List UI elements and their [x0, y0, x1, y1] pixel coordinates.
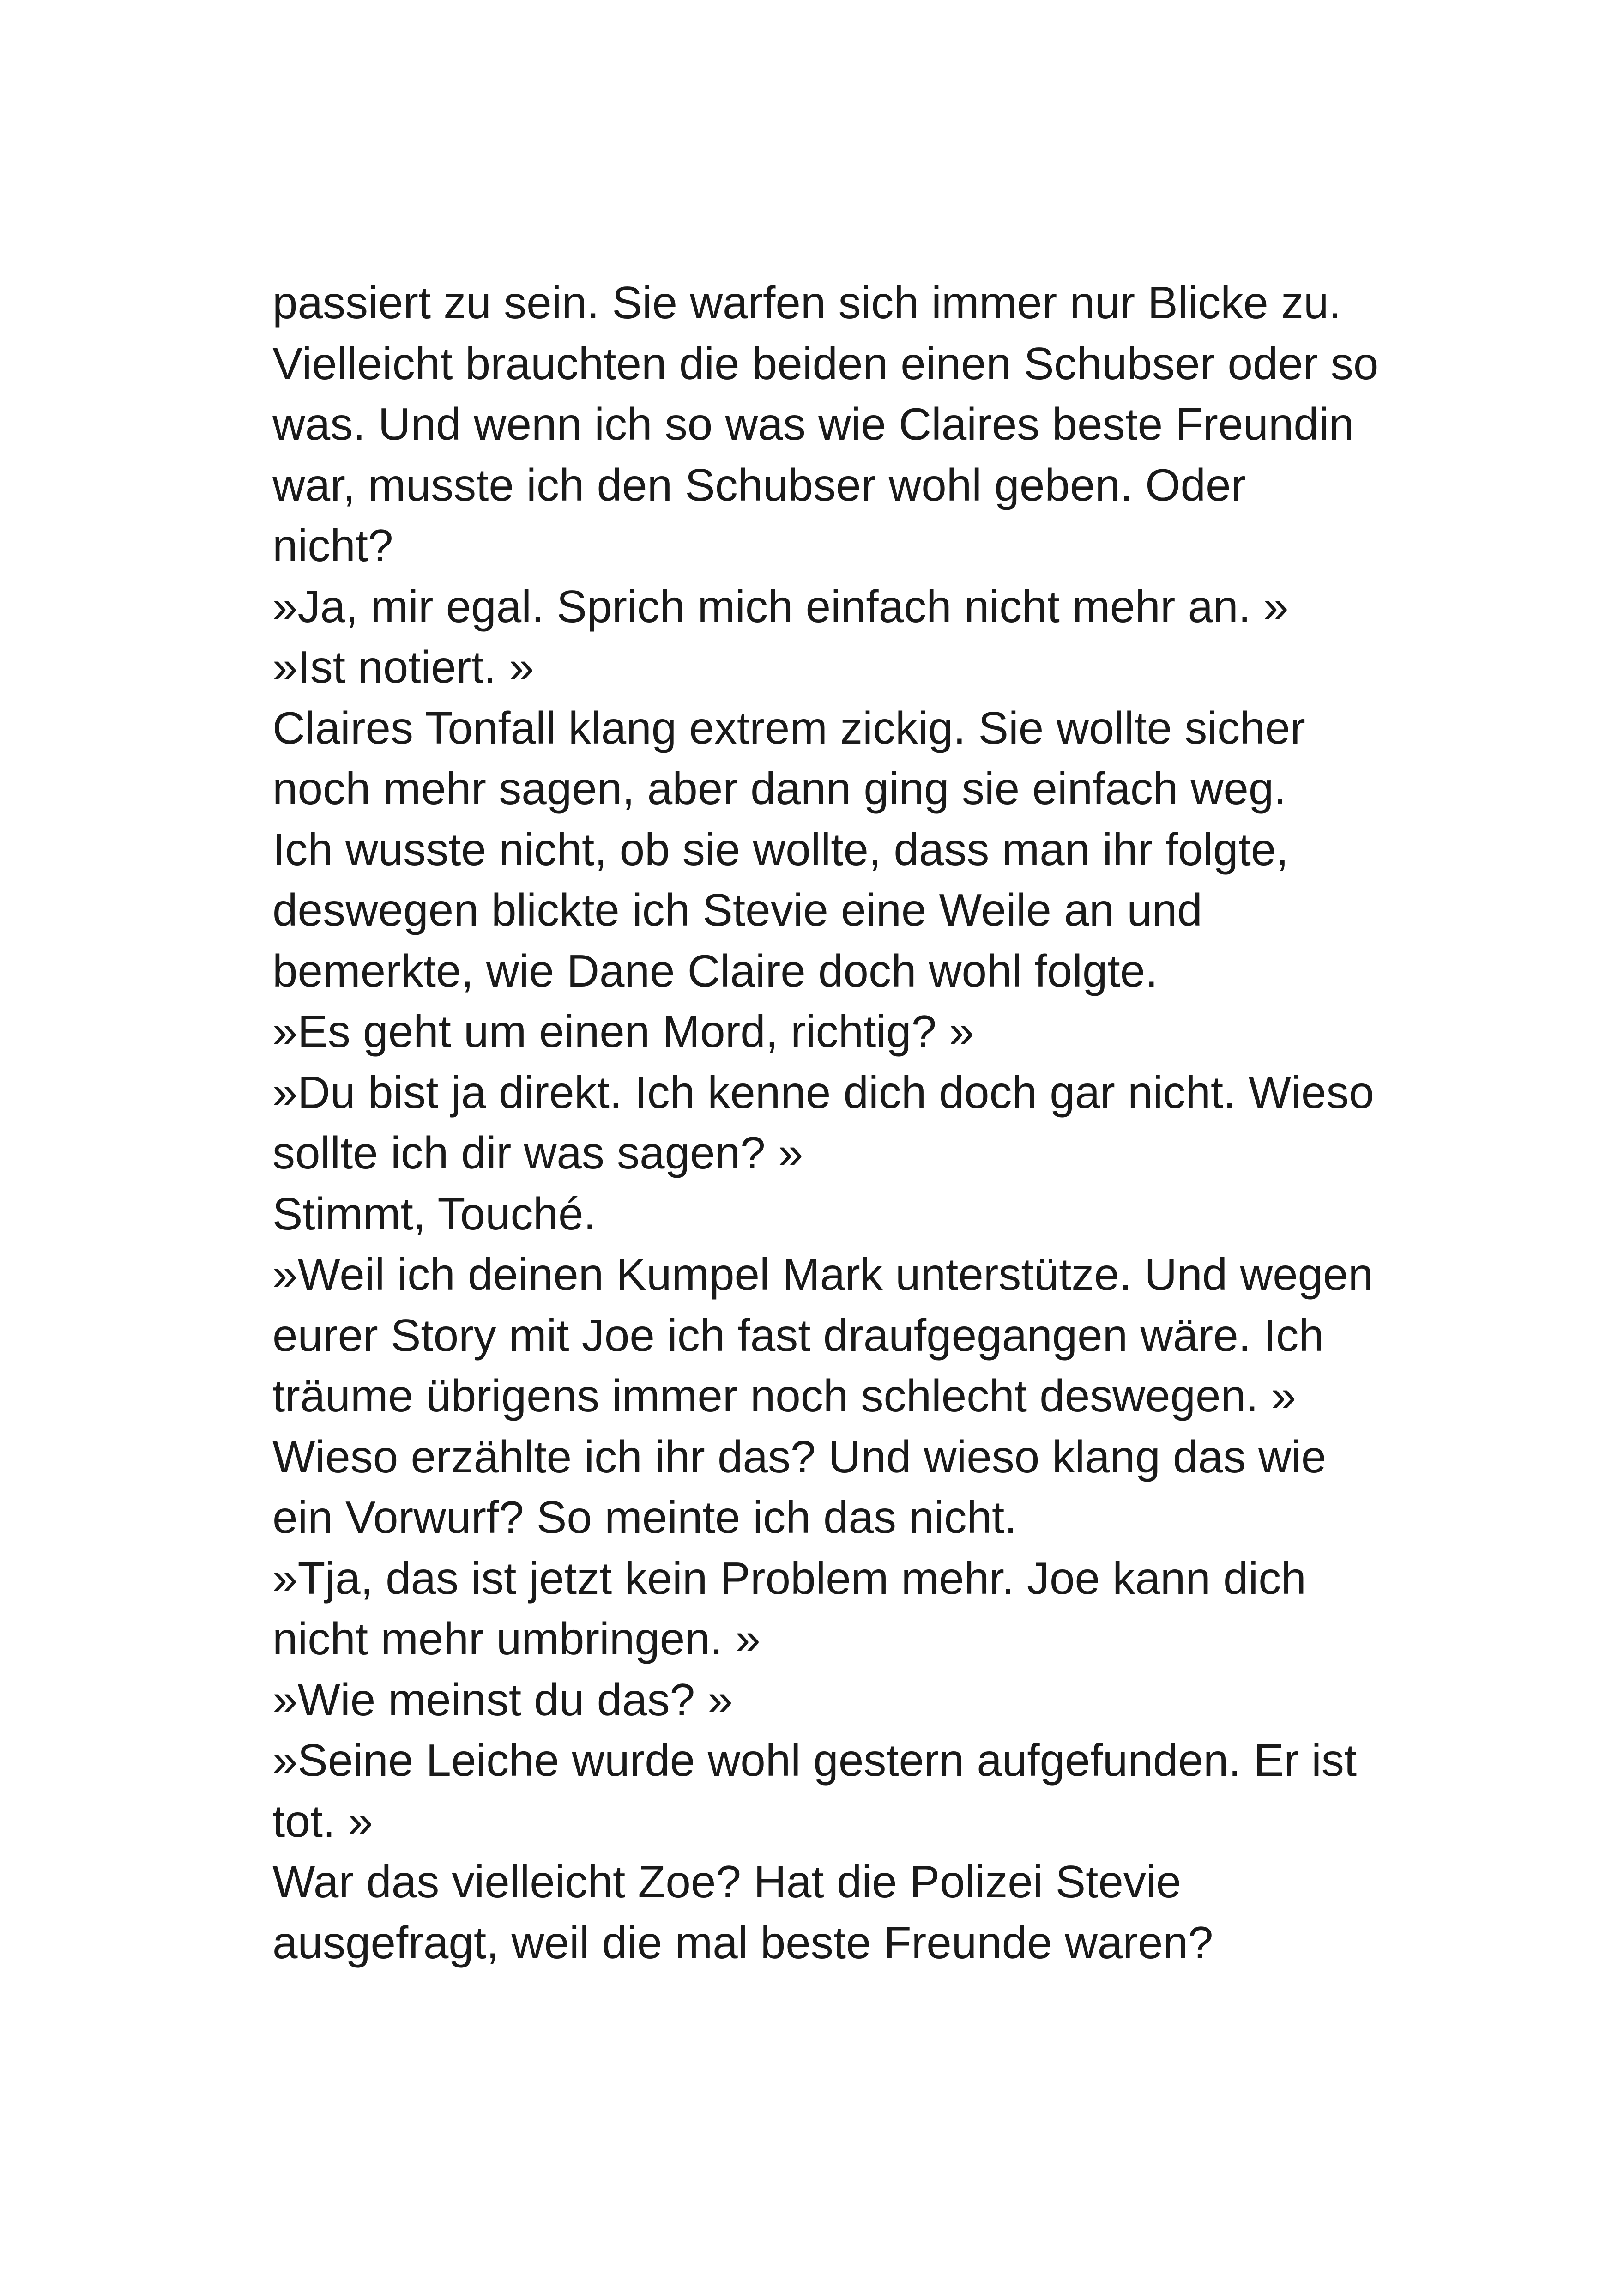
- text-line: eurer Story mit Joe ich fast draufgegangen wäre. Ich: [272, 1309, 1324, 1361]
- text-line: Vielleicht brauchten die beiden einen Schubser oder so: [272, 338, 1379, 389]
- text-line: war, musste ich den Schubser wohl geben. Oder: [272, 459, 1246, 510]
- text-line: sollte ich dir was sagen? »: [272, 1127, 803, 1178]
- text-line: träume übrigens immer noch schlecht deswegen. »: [272, 1370, 1297, 1421]
- text-line: noch mehr sagen, aber dann ging sie einfach weg.: [272, 763, 1286, 814]
- text-line: bemerkte, wie Dane Claire doch wohl folgte.: [272, 945, 1158, 996]
- text-line: ausgefragt, weil die mal beste Freunde waren?: [272, 1917, 1213, 1968]
- text-line: Ich wusste nicht, ob sie wollte, dass man ihr folgte,: [272, 823, 1289, 875]
- text-line: tot. »: [272, 1795, 373, 1846]
- text-line: deswegen blickte ich Stevie eine Weile an und: [272, 884, 1202, 935]
- text-line: »Es geht um einen Mord, richtig? »: [272, 1006, 974, 1057]
- text-line: passiert zu sein. Sie warfen sich immer nur Blicke zu.: [272, 277, 1341, 328]
- text-line: nicht?: [272, 520, 393, 571]
- text-line: »Weil ich deinen Kumpel Mark unterstütze. Und wegen: [272, 1249, 1374, 1300]
- text-line: »Wie meinst du das? »: [272, 1674, 733, 1725]
- text-line: Claires Tonfall klang extrem zickig. Sie wollte sicher: [272, 702, 1305, 753]
- text-line: was. Und wenn ich so was wie Claires beste Freundin: [272, 399, 1354, 449]
- text-line: War das vielleicht Zoe? Hat die Polizei Stevie: [272, 1856, 1182, 1907]
- text-line: »Tja, das ist jetzt kein Problem mehr. Joe kann dich: [272, 1552, 1306, 1604]
- text-line: ein Vorwurf? So meinte ich das nicht.: [272, 1492, 1017, 1543]
- body-text: [272, 272, 1519, 1973]
- text-line: Stimmt, Touché.: [272, 1188, 596, 1239]
- text-line: »Ja, mir egal. Sprich mich einfach nicht mehr an. »: [272, 581, 1289, 632]
- text-line: nicht mehr umbringen. »: [272, 1613, 761, 1664]
- text-line: »Seine Leiche wurde wohl gestern aufgefunden. Er ist: [272, 1735, 1357, 1786]
- text-line: »Du bist ja direkt. Ich kenne dich doch gar nicht. Wieso: [272, 1066, 1374, 1118]
- text-line: Wieso erzählte ich ihr das? Und wieso klang das wie: [272, 1431, 1327, 1482]
- text-line: »Ist notiert. »: [272, 642, 534, 692]
